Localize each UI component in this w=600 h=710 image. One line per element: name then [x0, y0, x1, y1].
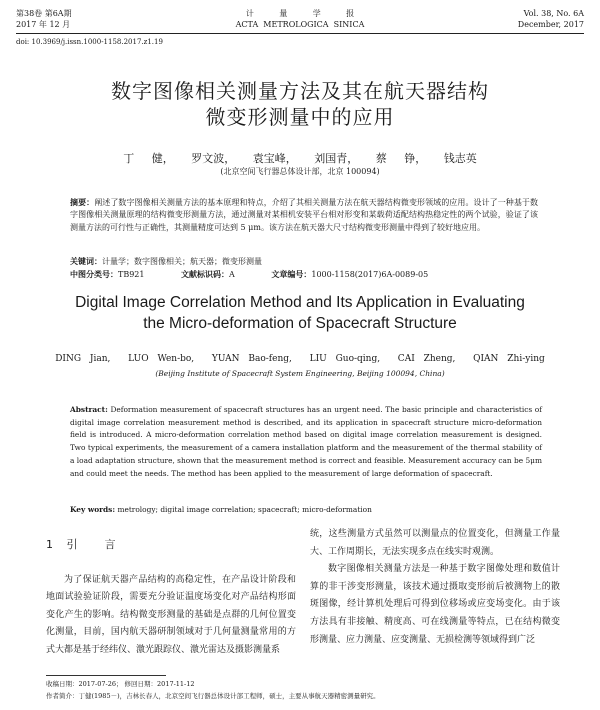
article-number: 文章编号：1000-1158(2017)6A-0089-05	[271, 269, 429, 279]
header-center	[16, 8, 584, 30]
paper-title-en	[0, 292, 600, 334]
title-en-line-2: the Micro-deformation of Spacecraft Structure	[143, 315, 457, 332]
body-column-right	[310, 526, 560, 649]
section-number: 1	[46, 538, 53, 551]
volume-issue-en: Vol. 38, No. 6A	[523, 9, 584, 18]
authors-en: DING Jian, LUO Wen-bo, YUAN Bao-feng, LIU Guo-qing, CAI Zheng, QIAN Zhi-ying	[55, 354, 545, 364]
doi[interactable]: doi: 10.3969/j.issn.1000-1158.2017.z1.19	[16, 38, 163, 46]
keywords-zh-text: 计量学；数字图像相关；航天器；微变形测量	[102, 257, 262, 266]
keywords-en-text: metrology; digital image correlation; spacecraft; micro-deformation	[117, 505, 372, 514]
paper-title-zh	[0, 78, 600, 130]
title-zh-line-2: 微变形测量中的应用	[205, 105, 395, 129]
footnote-rule	[46, 675, 166, 676]
document-code: 文献标识码：A	[181, 269, 235, 279]
header-rule	[16, 33, 584, 34]
title-zh-line-1: 数字图像相关测量方法及其在航天器结构	[111, 79, 489, 103]
body-paragraph: 数字图像相关测量方法是一种基于数字图像处理和数值计算的非干涉变形测量，该技术通过摄取变形前后被测物上的散斑图像，经计算机处理后可得到位移场或应变场变化。由于该方法具有非接触、精度高、可在线测量等特点，已在结构微变形测量、应力测量、应变测量、无损检测等领域得到广泛	[310, 564, 560, 645]
volume-issue-zh: 第38卷 第6A期	[16, 9, 72, 18]
body-paragraph: 统，这些测量方式虽然可以测量点的位置变化，但测量工作量大、工作周期长，无法实现多点在线实时观测。	[310, 529, 560, 557]
affiliation-zh: (北京空间飞行器总体设计部，北京 100094)	[220, 167, 380, 176]
header-right	[518, 8, 584, 30]
body-column-left	[46, 526, 296, 660]
abstract-en-label: Abstract:	[70, 405, 108, 414]
journal-name-zh: 计 量 学 报	[245, 9, 355, 18]
date-en: December, 2017	[517, 20, 584, 29]
keywords-zh-label: 关键词：	[70, 256, 102, 266]
journal-name-en: ACTA METROLOGICA SINICA	[235, 20, 365, 29]
keywords-en-label: Key words:	[70, 505, 116, 514]
authors-zh: 丁 健， 罗文波， 袁宝峰， 刘国青， 蔡 铮， 钱志英	[123, 152, 477, 165]
section-title: 引 言	[66, 538, 116, 551]
abstract-zh	[70, 196, 538, 234]
footnote-author-bio: 作者简介：丁健(1985－)，吉林长春人，北京空间飞行器总体设计部工程师，硕士，主要从事航天器精密测量研究。	[46, 692, 380, 700]
affiliation-en: (Beijing Institute of Spacecraft System Engineering, Beijing 100094, China)	[155, 369, 445, 378]
section-heading-introduction	[46, 536, 296, 554]
abstract-zh-label: 摘要：	[70, 197, 95, 207]
title-en-line-1: Digital Image Correlation Method and Its Application in Evaluating	[75, 294, 525, 311]
keywords-zh	[70, 256, 538, 267]
clc-number: 中图分类号：TB921	[70, 269, 145, 279]
date-zh: 2017 年 12 月	[16, 20, 71, 29]
footnote-received: 收稿日期：2017-07-26； 修回日期：2017-11-12	[46, 680, 195, 688]
body-paragraph: 为了保证航天器产品结构的高稳定性，在产品设计阶段和地面试验验证阶段，需要充分验证温度场变化对产品结构形面变化产生的影响。结构微变形测量的基础是点群的几何位置变化测量，目前，国内航天器研制领域对于几何量测量常用的方式大都是基于经纬仪、激光跟踪仪、激光雷达及摄影测量系	[46, 574, 296, 655]
abstract-en-text: Deformation measurement of spacecraft structures has an urgent need. The basic principle and characteristics of digital image correlation measurement method is described, and its application in spacecraft structure micro-deformation field is introduced. A micro-deformation correlation method based on digital image correlation measurement is designed. Two typical experiments, the measurement of a camera installation platform and the measurement of the thermal stability of a load adaptation structure, shown that the measurement method is correct and feasible. Measurement accuracy can be 5μm and could meet the needs. The method has been applied to the measurement of large deformation of spacecraft.	[70, 405, 542, 478]
keywords-en	[70, 505, 542, 514]
abstract-zh-text: 阐述了数字图像相关测量方法的基本原理和特点，介绍了其相关测量方法在航天器结构微变形领域的应用。设计了一种基于数字图像相关测量原理的结构微变形测量方法，通过测量对某相机安装平台相对形变和某载荷适配结构热稳定性的两个试验，验证了该测量方法的可行性与正确性，其测量精度可达到 5 μm。该方法在航天器大尺寸结构微变形测量中得到了较好地应用。	[70, 198, 539, 232]
classification-line	[70, 269, 462, 280]
abstract-en	[70, 404, 542, 480]
